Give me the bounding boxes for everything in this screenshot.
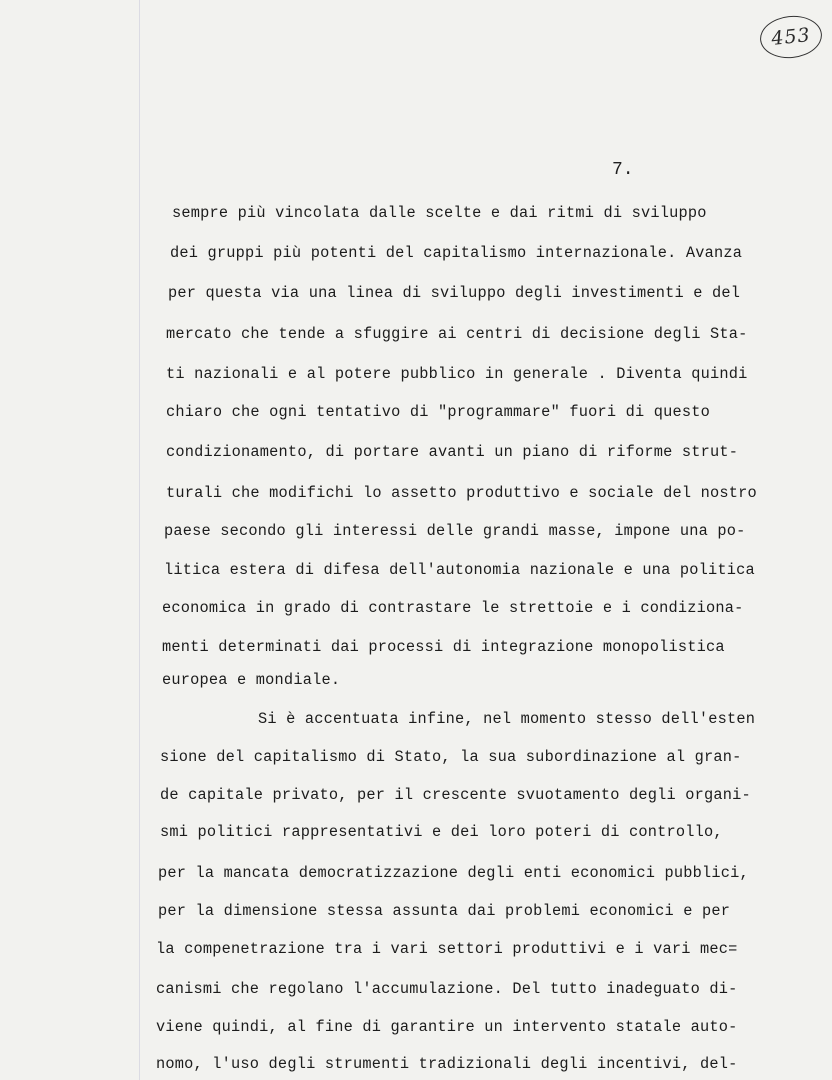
text-line: per la mancata democratizzazione degli enti economici pubblici, xyxy=(158,864,749,882)
text-line: sempre più vincolata dalle scelte e dai ritmi di sviluppo xyxy=(172,204,707,222)
text-line: smi politici rappresentativi e dei loro poteri di controllo, xyxy=(160,823,723,841)
text-line: mercato che tende a sfuggire ai centri di decisione degli Sta- xyxy=(166,325,748,343)
text-line: canismi che regolano l'accumulazione. Del tutto inadeguato di- xyxy=(156,980,738,998)
text-line: per questa via una linea di sviluppo degli investimenti e del xyxy=(168,284,741,302)
stamp-number: 453 xyxy=(770,24,812,50)
text-line: litica estera di difesa dell'autonomia nazionale e una politica xyxy=(164,561,755,579)
text-line: de capitale privato, per il crescente svuotamento degli organi- xyxy=(160,786,751,804)
text-line: paese secondo gli interessi delle grandi masse, impone una po- xyxy=(164,522,746,540)
page-number: 7. xyxy=(612,160,634,180)
text-line: Si è accentuata infine, nel momento stesso dell'esten xyxy=(258,710,756,728)
text-line: per la dimensione stessa assunta dai problemi economici e per xyxy=(158,902,731,920)
text-line: economica in grado di contrastare le strettoie e i condiziona- xyxy=(162,599,744,617)
text-line: turali che modifichi lo assetto produttivo e sociale del nostro xyxy=(166,484,757,502)
text-line: nomo, l'uso degli strumenti tradizionali degli incentivi, del- xyxy=(156,1055,738,1073)
text-line: europea e mondiale. xyxy=(162,671,341,689)
margin-line xyxy=(139,0,140,1080)
text-line: chiaro che ogni tentativo di "programmare" fuori di questo xyxy=(166,403,711,421)
text-line: dei gruppi più potenti del capitalismo internazionale. Avanza xyxy=(170,244,743,262)
text-line: sione del capitalismo di Stato, la sua subordinazione al gran- xyxy=(160,748,742,766)
text-line: condizionamento, di portare avanti un piano di riforme strut- xyxy=(166,443,739,461)
text-line: ti nazionali e al potere pubblico in generale . Diventa quindi xyxy=(166,365,748,383)
archive-page-stamp xyxy=(758,13,824,61)
text-line: la compenetrazione tra i vari settori produttivi e i vari mec= xyxy=(156,940,738,958)
text-line: viene quindi, al fine di garantire un intervento statale auto- xyxy=(156,1018,738,1036)
text-line: menti determinati dai processi di integrazione monopolistica xyxy=(162,638,725,656)
